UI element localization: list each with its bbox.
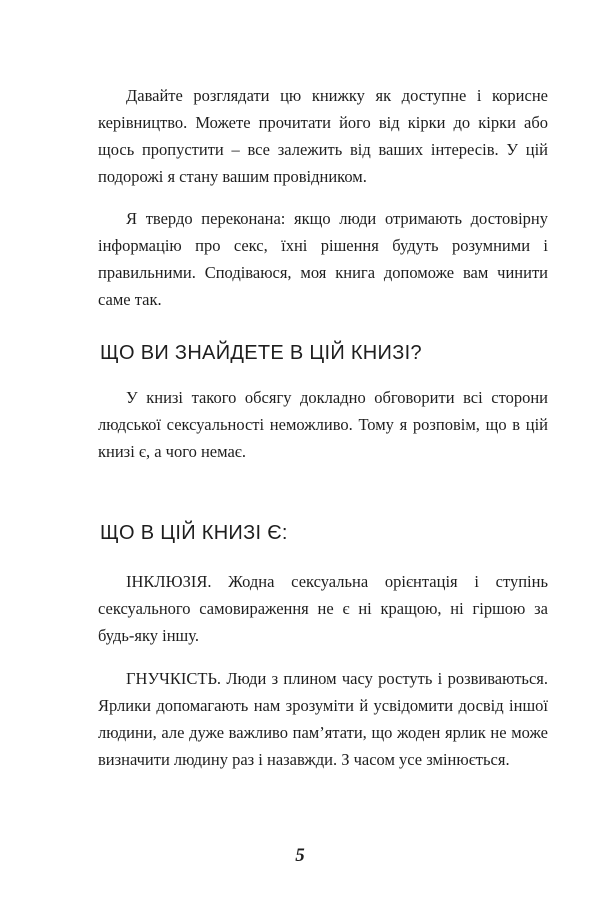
paragraph-text: ІНКЛЮЗІЯ. Жодна сексуальна орієнтація і ступінь сексуального самовираження не є ні кращою, ні гіршою за будь-яку іншу. (98, 572, 548, 645)
paragraph-intro-guide (98, 82, 548, 190)
paragraph-scope (98, 384, 548, 465)
paragraph-text: Я твердо переконана: якщо люди отримають достовірну інформацію про секс, їхні рішення будуть розумними і правильними. Сподіваюся, моя книга допоможе вам чинити саме так. (98, 209, 548, 309)
paragraph-flexibility (98, 665, 548, 773)
paragraph-text: У книзі такого обсягу докладно обговорити всі сторони людської сексуальності неможливо. Тому я розповім, що в цій книзі є, а чого немає. (98, 388, 548, 461)
paragraph-text: Давайте розглядати цю книжку як доступне і корисне керівництво. Можете прочитати його від кірки до кірки або щось пропустити – все залежить від ваших інтересів. У цій подорожі я стану вашим провідником. (98, 86, 548, 186)
section-heading-what-you-find: ЩО ВИ ЗНАЙДЕТЕ В ЦІЙ КНИЗІ? (100, 342, 422, 364)
page-number: 5 (295, 845, 305, 866)
paragraph-inclusion (98, 568, 548, 649)
paragraph-text: ГНУЧКІСТЬ. Люди з плином часу ростуть і розвиваються. Ярлики допомагають нам зрозуміти й усвідомити досвід іншої людини, але дуже важливо пам’ятати, що жоден ярлик не може визначити людину раз і назавжди. З часом усе змінюється. (98, 669, 548, 769)
section-heading-what-is-in: ЩО В ЦІЙ КНИЗІ Є: (100, 522, 288, 544)
paragraph-intro-belief (98, 205, 548, 313)
